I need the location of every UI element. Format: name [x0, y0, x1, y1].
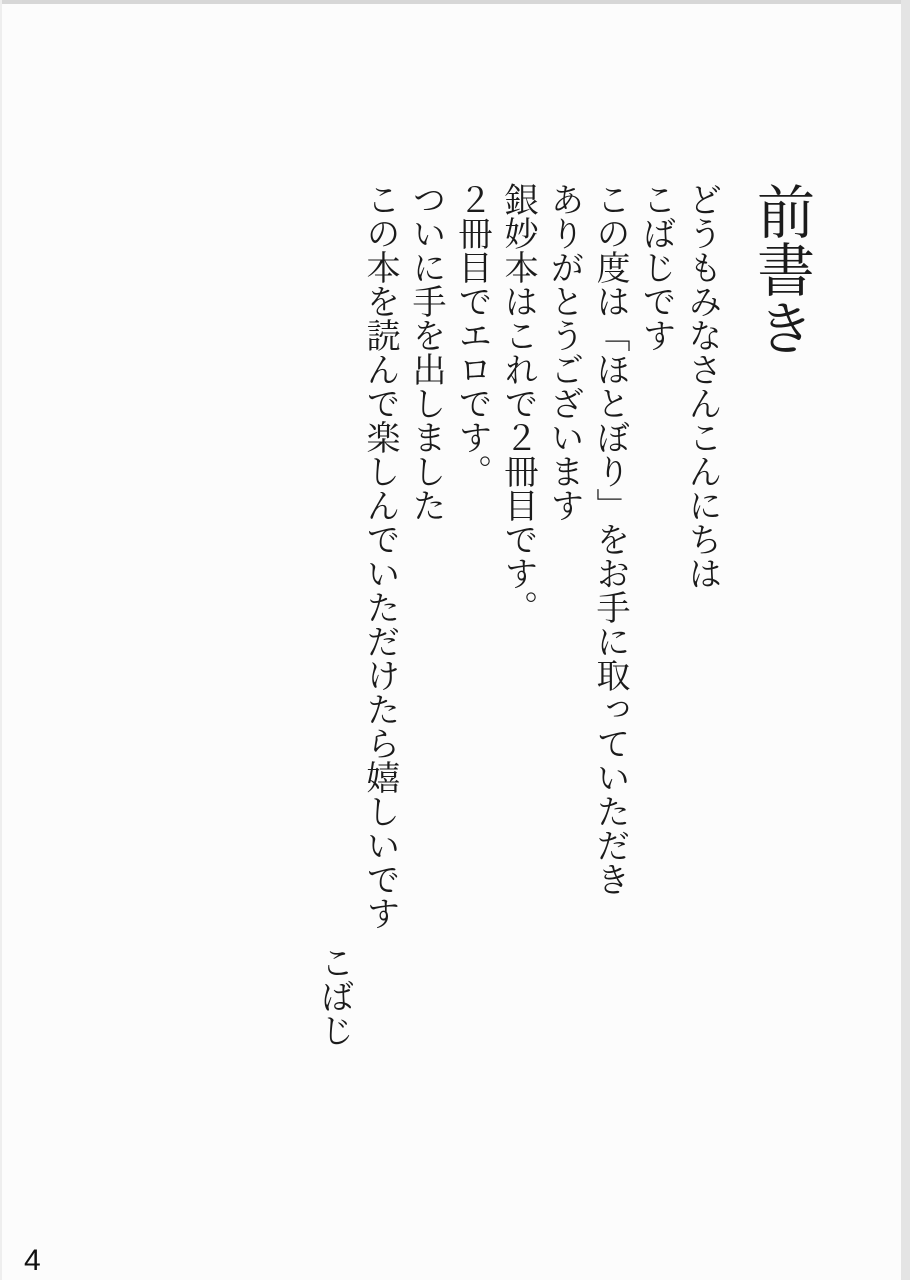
preface-line: この本を読んで楽しんでいただけたら嬉しいです [360, 182, 400, 930]
author-signature: こばじ [314, 945, 354, 1047]
preface-line: ２冊目でエロです。 [452, 182, 492, 488]
page-edge-right [901, 0, 910, 1280]
preface-line: 銀妙本はこれで２冊目です。 [498, 182, 538, 624]
page-edge-left [0, 0, 2, 1280]
preface-line: ついに手を出しました [406, 182, 446, 522]
preface-line: こばじです [636, 182, 676, 352]
preface-body [357, 182, 725, 1062]
page-title: 前書き [747, 182, 815, 356]
page-number: 4 [24, 1244, 41, 1277]
page-edge-top [0, 0, 910, 4]
preface-line: ありがとうございます [544, 182, 584, 522]
preface-line: この度は「ほとぼり」をお手に取っていただき [590, 182, 630, 896]
preface-line: どうもみなさんこんにちは [682, 182, 722, 590]
preface-content [311, 182, 815, 1062]
